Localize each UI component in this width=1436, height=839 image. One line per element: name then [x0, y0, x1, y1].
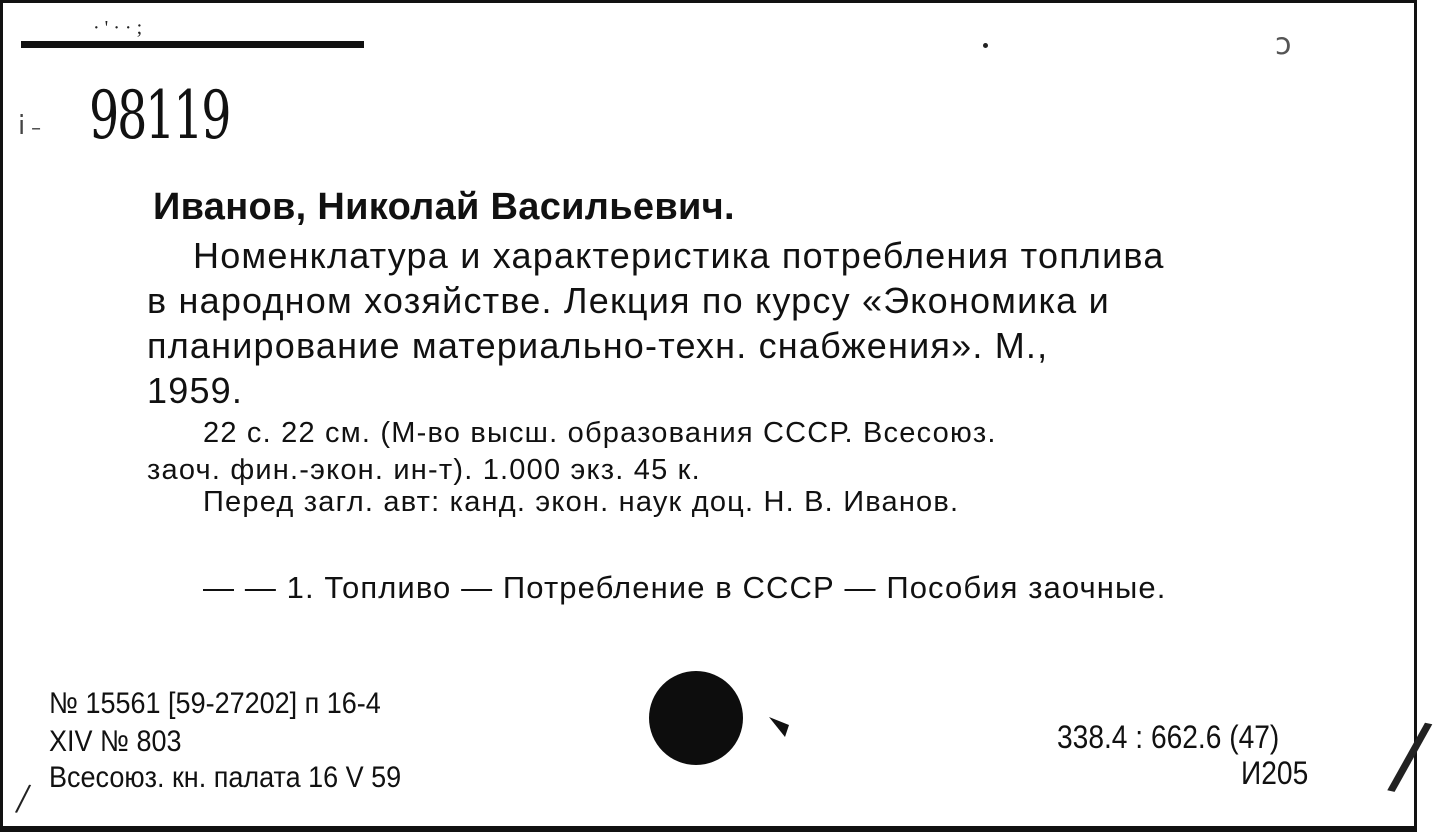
- title-line-3: планирование материально-техн. снабжения». М.,: [147, 325, 1049, 366]
- pencil-mark: ⅰ ˗: [18, 111, 41, 140]
- pencil-stroke-right: /: [1384, 700, 1436, 811]
- accession-number: 98119: [89, 77, 230, 154]
- title-line-4: 1959.: [147, 370, 244, 411]
- author-mark: И205: [1241, 755, 1309, 791]
- punch-tick-mark: [763, 715, 793, 739]
- registry-line-3: Всесоюз. кн. палата 16 V 59: [49, 761, 402, 794]
- registry-line-1: № 15561 [59-27202] п 16-4: [49, 687, 381, 720]
- title-line-2: в народном хозяйстве. Лекция по курсу «Экономика и: [147, 280, 1110, 321]
- udc-classification: 338.4 : 662.6 (47): [1057, 719, 1280, 755]
- author-heading: Иванов, Николай Васильевич.: [153, 186, 735, 228]
- collation-line-1: 22 с. 22 см. (М-во высш. образования СССР. Всесоюз.: [203, 417, 997, 449]
- collation-line-3: Перед загл. авт: канд. экон. наук доц. Н. В. Иванов.: [203, 486, 960, 518]
- title-line-1: Номенклатура и характеристика потребления топлива: [193, 235, 1165, 276]
- subject-heading: — — 1. Топливо — Потребление в СССР — Пособия заочные.: [203, 570, 1167, 605]
- ink-specks: · ' · · ;: [93, 17, 143, 39]
- top-rule: [21, 41, 364, 48]
- ink-dot: [983, 43, 988, 48]
- corner-pencil-mark: ͻ: [1275, 27, 1292, 62]
- punch-hole: [649, 671, 743, 765]
- pencil-stroke-left: /: [13, 773, 33, 824]
- registry-line-2: XIV № 803: [49, 725, 182, 758]
- collation-line-2: заоч. фин.-экон. ин-т). 1.000 экз. 45 к.: [147, 454, 701, 486]
